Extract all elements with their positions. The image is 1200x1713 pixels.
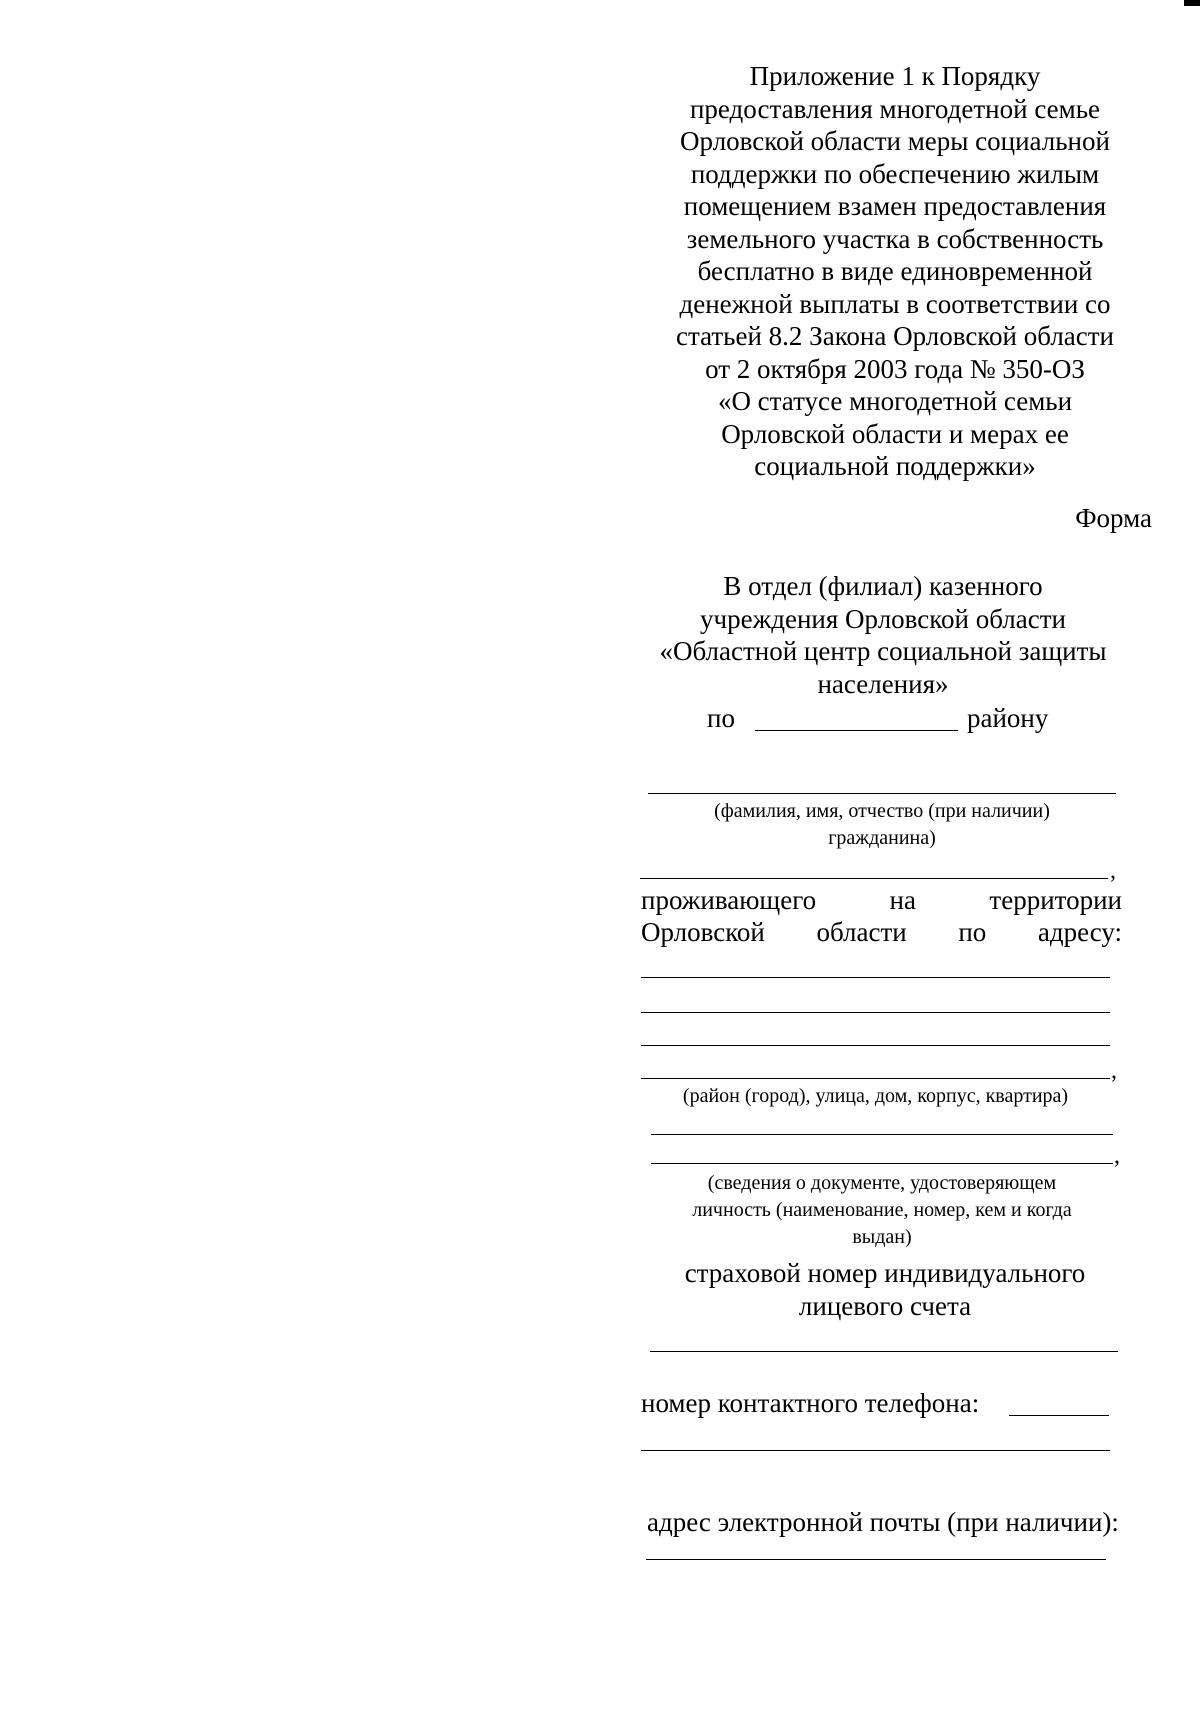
district-field[interactable] [755, 730, 958, 731]
residence-word: проживающего [641, 885, 817, 915]
addressee-block [628, 570, 1138, 700]
appendix-line: Приложение 1 к Порядку [749, 61, 1041, 91]
addressee-line: В отдел (филиал) казенного [723, 571, 1043, 601]
appendix-line: социальной поддержки» [754, 451, 1036, 481]
district-suffix: району [967, 703, 1049, 733]
snils-label-line: страховой номер индивидуального [684, 1258, 1086, 1288]
document-caption-line: личность (наименование, номер, кем и когда [692, 1199, 1072, 1221]
appendix-line: поддержки по обеспечению жилым [690, 158, 1100, 189]
comma: , [1114, 1143, 1120, 1169]
residence-word: адресу: [1037, 917, 1122, 947]
snils-label-line: лицевого счета [798, 1290, 972, 1321]
residence-row-1 [641, 884, 1122, 916]
appendix-line: бесплатно в виде единовременной [697, 256, 1093, 286]
name-continuation-field[interactable] [640, 878, 1108, 879]
document-caption-line: (сведения о документе, удостоверяющем [707, 1172, 1057, 1194]
residence-word: территории [989, 885, 1122, 915]
email-field[interactable] [646, 1559, 1106, 1560]
document-caption [651, 1170, 1113, 1251]
address-field-3[interactable] [641, 1045, 1110, 1046]
residence-word: на [889, 885, 916, 915]
phone-field-continuation[interactable] [641, 1450, 1110, 1451]
comma: , [1110, 858, 1116, 884]
document-field-2[interactable] [651, 1163, 1113, 1164]
address-caption: (район (город), улица, дом, корпус, квартира) [682, 1085, 1069, 1107]
name-field[interactable] [648, 793, 1116, 794]
form-label: Форма [1075, 503, 1152, 533]
appendix-line: Орловской области и мерах ее [721, 418, 1069, 449]
snils-label [640, 1257, 1130, 1322]
residence-text [641, 884, 1122, 948]
phone-label: номер контактного телефона: [641, 1388, 980, 1418]
residence-word: Орловской [641, 917, 765, 947]
document-field-1[interactable] [651, 1134, 1113, 1135]
district-prefix: по [707, 703, 735, 733]
appendix-line: денежной выплаты в соответствии со [679, 288, 1111, 319]
addressee-line: «Областной центр социальной защиты [659, 636, 1107, 666]
address-field-4[interactable] [641, 1078, 1110, 1079]
residence-word: области [816, 917, 907, 947]
residence-word: по [958, 917, 987, 947]
document-caption-line: выдан) [852, 1226, 912, 1248]
name-caption-line: гражданина) [828, 827, 936, 849]
email-label: адрес электронной почты (при наличии): [647, 1507, 1119, 1537]
name-caption [648, 798, 1116, 852]
appendix-line: земельного участка в собственность [686, 223, 1104, 254]
appendix-line: Орловской области меры социальной [680, 126, 1110, 156]
addressee-line: учреждения Орловской области [700, 603, 1066, 634]
appendix-line: статьей 8.2 Закона Орловской области [675, 321, 1115, 351]
addressee-line: населения» [817, 668, 949, 699]
residence-row-2 [641, 916, 1122, 948]
appendix-header [645, 60, 1145, 483]
comma: , [1111, 1058, 1117, 1084]
name-caption-line: (фамилия, имя, отчество (при наличии) [714, 800, 1050, 822]
appendix-line: от 2 октября 2003 года № 350-ОЗ [705, 353, 1085, 384]
address-field-2[interactable] [641, 1012, 1110, 1013]
snils-field[interactable] [650, 1351, 1118, 1352]
appendix-line: предоставления многодетной семье [689, 93, 1100, 124]
phone-field[interactable] [1009, 1415, 1109, 1416]
appendix-line: помещением взамен предоставления [683, 191, 1107, 221]
appendix-line: «О статусе многодетной семьи [717, 386, 1073, 416]
scan-corner-mark [1184, 0, 1200, 6]
address-field-1[interactable] [641, 977, 1110, 978]
